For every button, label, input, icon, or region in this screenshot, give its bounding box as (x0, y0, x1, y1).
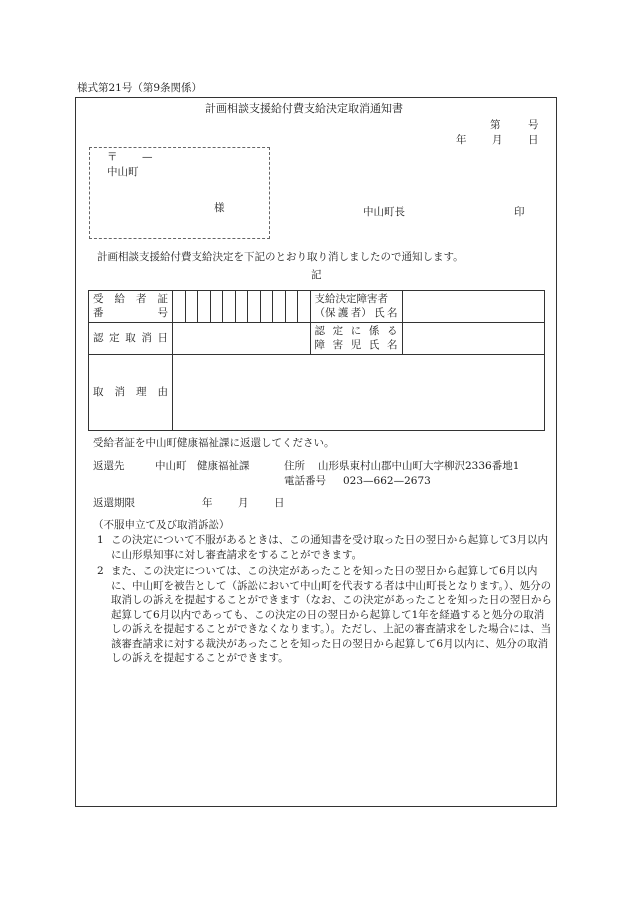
label-line (311, 325, 402, 339)
label-char: 取 (125, 331, 136, 344)
date-day: 日 (528, 134, 539, 146)
label-char: 定 (109, 331, 120, 344)
recipient-number-digit[interactable] (298, 291, 311, 323)
label-char: 者） (350, 306, 372, 319)
label-char: 受 (93, 292, 104, 305)
recipient-number-digit[interactable] (285, 291, 298, 323)
label-line (89, 386, 172, 400)
cancel-reason-label (89, 355, 173, 431)
deadline-day: 日 (274, 497, 285, 509)
label-char: 名 (387, 338, 398, 351)
recipient-number-digit[interactable] (198, 291, 211, 323)
recipient-number-digit[interactable] (173, 291, 186, 323)
document-title: 計画相談支援給付費支給決定取消通知書 (205, 102, 403, 115)
label-char: 消 (141, 331, 152, 344)
appeal-heading: （不服申立て及び取消訴訟） (93, 519, 230, 531)
recipient-number-digit[interactable] (223, 291, 236, 323)
child-name-value[interactable] (402, 323, 545, 355)
label-char: 認 (314, 324, 325, 337)
postal-mark: 〒 (107, 151, 118, 163)
label-char: 定 (332, 324, 344, 337)
label-char: 消 (114, 385, 125, 398)
intro-text: 計画相談支援給付費支給決定を下記のとおり取り消しましたので通知します。 (97, 251, 464, 263)
cancel-reason-value[interactable] (173, 355, 545, 431)
table-row (89, 355, 545, 431)
label-char: 者 (136, 292, 147, 305)
ki-mark: 記 (311, 269, 322, 281)
label-char: 号 (157, 306, 168, 319)
label-char: 名 (387, 306, 398, 319)
deadline-month: 月 (238, 497, 249, 509)
recipient-number-digit[interactable] (185, 291, 198, 323)
return-address: 山形県東村山郡中山町大字柳沢2336番地1 (318, 460, 520, 472)
label-char: 日 (157, 331, 168, 344)
label-char: る (387, 324, 398, 337)
recipient-number-label (89, 291, 173, 323)
address-label: 住所 (284, 460, 305, 472)
label-char: 係 (368, 324, 380, 337)
label-char: 障 (314, 338, 325, 351)
label-char: 児 (350, 338, 362, 351)
label-line (311, 339, 402, 353)
item-number: 2 (97, 565, 104, 577)
label-line: 支給決定障害者 (314, 292, 388, 305)
recipient-number-digit[interactable] (273, 291, 286, 323)
label-line (311, 307, 402, 321)
label-char: 取 (93, 385, 104, 398)
label-char: 氏 (374, 306, 385, 319)
child-name-label (310, 323, 402, 355)
label-line (89, 332, 172, 346)
appeal-notes (97, 533, 552, 666)
date-month: 月 (492, 134, 503, 146)
table-row (89, 323, 545, 355)
beneficiary-name-label (310, 291, 402, 323)
item-text: また、この決定については、この決定があったことを知った日の翌日から起算して6月以内に、中山町を被告として（訴訟において中山町を代表する者は中山町長となります。）、処分の取消しの訴えを提起することができます（なお、この決定があったことを知った日の翌日から起算して6月以内であっても、この決定の日の翌日から起算して1年を経過すると処分の取消しの訴えを提起することができなくなります。）。ただし、上記の審査請求をした場合には、当該審査請求に対する裁決があったことを知った日の翌日から起算して6月以内に、処分の取消しの訴えを提起することができます。 (111, 565, 552, 664)
deadline-label: 返還期限 (93, 497, 135, 509)
label-line (89, 307, 172, 321)
return-to-label: 返還先 (93, 460, 125, 472)
deadline-year: 年 (202, 497, 213, 509)
recipient-honorific: 様 (214, 202, 225, 214)
recipient-number-digit[interactable] (210, 291, 223, 323)
label-char: 番 (93, 306, 104, 319)
seal-mark: 印 (514, 206, 525, 218)
cancel-date-value[interactable] (173, 323, 311, 355)
label-char: 害 (332, 338, 344, 351)
label-char: 証 (157, 292, 168, 305)
label-char: 護 (337, 306, 349, 319)
phone-number: 023—662—2673 (343, 475, 431, 487)
label-char: 由 (157, 385, 168, 398)
item-number: 1 (97, 534, 104, 546)
list-item (97, 533, 552, 562)
cancellation-table (88, 290, 545, 431)
issuer-name: 中山町長 (363, 206, 405, 218)
label-char: に (350, 324, 362, 337)
recipient-number-digit[interactable] (248, 291, 261, 323)
recipient-number-digit[interactable] (260, 291, 273, 323)
date-year: 年 (456, 134, 467, 146)
list-item (97, 564, 552, 666)
number-prefix: 第 (490, 119, 501, 131)
number-suffix: 号 (528, 119, 539, 131)
cancel-date-label (89, 323, 173, 355)
label-char: （保 (314, 306, 336, 319)
label-char: 氏 (368, 338, 380, 351)
label-char: 給 (114, 292, 125, 305)
item-text: この決定について不服があるときは、この通知書を受け取った日の翌日から起算して3月以内に山形県知事に対し審査請求をすることができます。 (111, 534, 548, 561)
recipient-town: 中山町 (107, 166, 139, 178)
return-notice: 受給者証を中山町健康福祉課に返還してください。 (93, 437, 335, 449)
postal-dash: — (142, 151, 153, 163)
label-char: 認 (93, 331, 104, 344)
recipient-number-digit[interactable] (235, 291, 248, 323)
label-char: 理 (136, 385, 147, 398)
beneficiary-name-value[interactable] (402, 291, 545, 323)
return-office: 中山町 健康福祉課 (155, 460, 250, 472)
phone-label: 電話番号 (284, 475, 326, 487)
form-number: 様式第21号（第9条関係） (77, 82, 203, 94)
table-row (89, 291, 545, 323)
label-line (89, 293, 172, 307)
